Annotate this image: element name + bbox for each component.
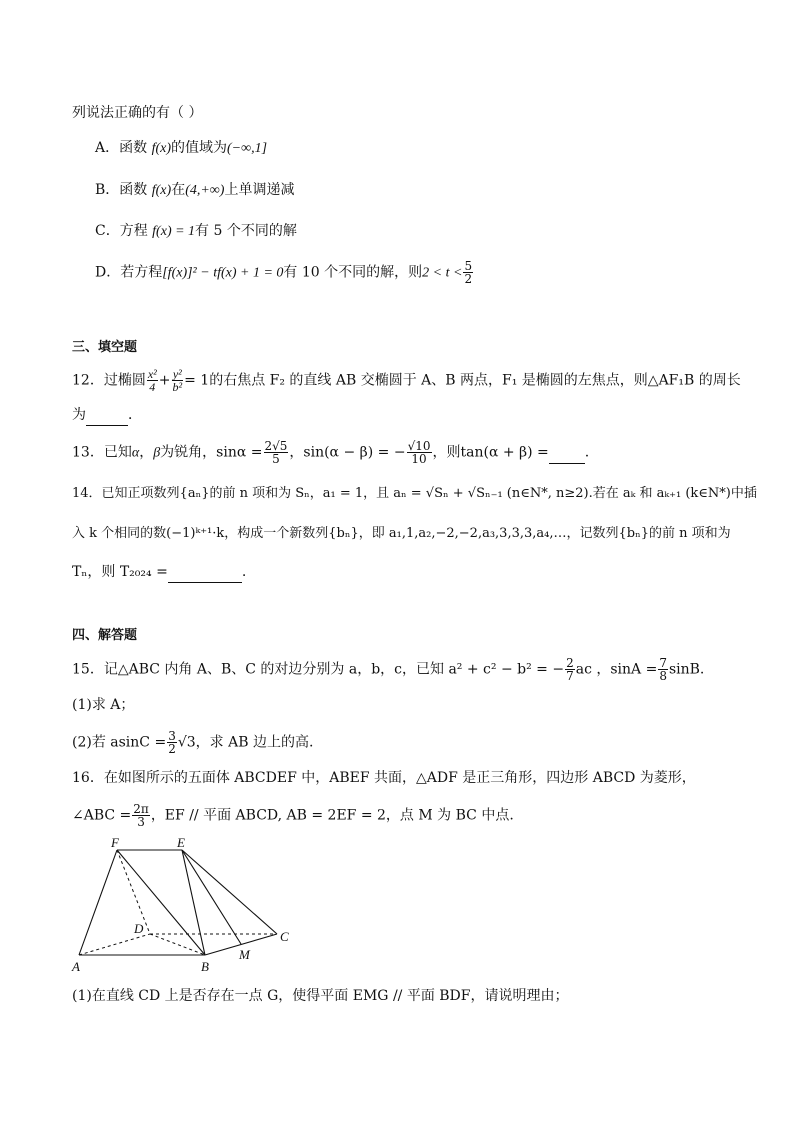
q12-end: ． [128, 407, 142, 423]
q14-line1 [72, 484, 757, 504]
q15-fraction-1 [565, 657, 575, 682]
edge-AD [79, 934, 150, 955]
q13-comma: ， [139, 444, 154, 461]
option-a-text: 的值域为 [171, 140, 227, 156]
q11-option-d [95, 260, 474, 285]
fraction-denominator: 5 [272, 452, 280, 466]
option-a-range: (−∞,1] [227, 141, 268, 156]
q15-part2-text-1: (2)若 asinC = [72, 734, 167, 751]
edge-EB [182, 850, 205, 955]
fraction-denominator: 8 [659, 669, 667, 683]
q13-fraction-1 [264, 440, 289, 465]
answer-blank[interactable] [549, 443, 585, 464]
ellipse-equals: = 1 [184, 372, 210, 389]
option-c-label: C．方程 [95, 223, 153, 239]
q11-intro [72, 103, 202, 123]
q13-end: . [584, 444, 590, 461]
q12-text: 的右焦点 F₂ 的直线 AB 交椭圆于 A、B 两点，F₁ 是椭圆的左焦点，则△AF₁B 的周长 [209, 372, 741, 389]
pentahedron-figure [70, 838, 300, 978]
fraction-numerator: 5 [464, 259, 473, 273]
fraction-numerator: 3 [168, 729, 176, 743]
option-a-math: f(x) [151, 141, 171, 156]
option-d-fraction [463, 260, 473, 285]
q15-fraction-2 [658, 657, 668, 682]
section-3-title-text: 三、填空题 [72, 340, 138, 355]
q11-option-c [95, 221, 297, 242]
option-d-text: 有 10 个不同的解，则 [283, 264, 423, 281]
beta-symbol: β [153, 445, 161, 461]
fraction-denominator: 2 [168, 742, 176, 756]
section-3-title [72, 338, 137, 358]
q12-line2-text: 为 [72, 407, 86, 423]
section-4-title-text: 四、解答题 [72, 628, 138, 643]
option-a-label: A．函数 [95, 140, 152, 156]
vertex-label-E: E [177, 838, 185, 850]
edge-EC [182, 850, 277, 934]
q15-part1-text: (1)求 A； [72, 697, 135, 713]
option-b-range: (4,+∞) [185, 183, 225, 198]
q16-text-1: ∠ABC = [72, 807, 132, 824]
fraction-numerator: 2√5 [264, 439, 288, 453]
q11-option-a [95, 138, 267, 159]
q16-part1 [72, 986, 569, 1006]
fraction-numerator: 2 [566, 656, 574, 670]
edge-FA [79, 850, 117, 955]
q14-line3 [72, 562, 246, 583]
option-c-text: 有 5 个不同的解 [195, 223, 297, 239]
q15-line1 [72, 657, 704, 682]
vertex-label-C: C [280, 929, 289, 944]
fraction-numerator: √10 [407, 439, 431, 453]
vertex-label-B: B [201, 959, 209, 974]
ellipse-y-term: $\frac{\text{y²}}{\text{b²}}$ [172, 367, 183, 394]
q13-text-1: 为锐角，sinα = [160, 444, 263, 461]
ellipse-x-term: $\frac{\text{x²}}{4}$ [147, 367, 157, 394]
vertex-label-A: A [72, 959, 80, 974]
q12-number: 12．过椭圆 [72, 372, 146, 389]
q16-fraction [132, 803, 150, 828]
q14-line2-text: 入 k 个相同的数(−1)ᵏ⁺¹·k，构成一个新数列{bₙ}，即 a₁,1,a₂,−2,−2,a₃,3,3,3,a₄,…，记数列{bₙ}的前 n 项和为 [72, 526, 731, 541]
q13-number: 13．已知 [72, 444, 132, 461]
edge-EM [182, 850, 241, 944]
vertex-label-D: D [134, 921, 144, 936]
fraction-denominator: 10 [411, 452, 427, 466]
fraction-numerator: 7 [659, 656, 667, 670]
option-d-condition: 2 < t < [422, 265, 463, 281]
q13-fraction-2 [407, 440, 432, 465]
q15-text-1: 15．记△ABC 内角 A、B、C 的对边分别为 a，b，c，已知 a² + c² − b² = − [72, 661, 565, 678]
q16-line2 [72, 803, 514, 828]
q15-part2 [72, 730, 313, 755]
q11-option-b [95, 180, 294, 201]
option-c-math: f(x) = 1 [152, 224, 196, 239]
q11-intro-text: 列说法正确的有（ ） [72, 105, 203, 121]
q13-text-3: ，则tan(α + β) = [432, 444, 549, 461]
q15-part2-text-2: √3，求 AB 边上的高. [177, 734, 314, 751]
option-d-label: D．若方程 [95, 264, 163, 281]
option-b-tail: 上单调递减 [224, 182, 295, 198]
q15-text-3: sinB. [668, 661, 705, 678]
q14-line3-text: Tₙ，则 T₂₀₂₄ = [72, 564, 168, 580]
option-d-math: [f(x)]² − tf(x) + 1 = 0 [162, 265, 284, 281]
q16-line1-text: 16．在如图所示的五面体 ABCDEF 中，ABEF 共面，△ADF 是正三角形，四边形 ABCD 为菱形， [72, 770, 696, 786]
fraction-numerator: 2π [133, 802, 149, 816]
answer-blank[interactable] [168, 562, 242, 583]
q16-line1 [72, 768, 696, 788]
q13-line [72, 440, 589, 465]
answer-blank[interactable] [86, 405, 128, 426]
fraction-denominator: 2 [464, 272, 473, 286]
vertex-label-F: F [111, 838, 119, 850]
fraction-denominator: 7 [566, 669, 574, 683]
q15-text-2: ac ，sinA = [575, 661, 658, 678]
q14-line2 [72, 524, 731, 544]
q12-line1: 12．过椭圆 $\frac{\text{x²}}{4}$ + $\frac{\text{y²}}{\text{b²}}$ = 1的右焦点 F₂ 的直线 AB 交椭圆于 A、B 两点，F₁ 是椭圆的左焦点，则△AF₁B 的周长 [72, 367, 741, 394]
q14-line1-text: 14．已知正项数列{aₙ}的前 n 项和为 Sₙ，a₁ = 1，且 aₙ = √Sₙ + √Sₙ₋₁ (n∈N*, n≥2).若在 aₖ 和 aₖ₊₁ (k∈N*)中插 [72, 486, 757, 501]
q15-fraction-3 [167, 730, 177, 755]
alpha-symbol: α [131, 445, 140, 461]
q15-part1 [72, 695, 134, 715]
q16-part1-text: (1)在直线 CD 上是否存在一点 G，使得平面 EMG // 平面 BDF，请说明理由； [72, 988, 569, 1004]
section-4-title [72, 626, 137, 646]
q14-end: . [241, 564, 247, 580]
q13-text-2: ，sin(α − β) = − [289, 444, 406, 461]
q12-line2 [72, 405, 142, 426]
vertex-label-M: M [239, 947, 250, 962]
option-b-text: 在 [171, 182, 186, 198]
fraction-denominator: 3 [137, 815, 145, 829]
option-b-label: B．函数 [95, 182, 152, 198]
option-b-math: f(x) [151, 183, 172, 198]
q16-text-2: ，EF // 平面 ABCD, AB = 2EF = 2，点 M 为 BC 中点. [150, 807, 514, 824]
